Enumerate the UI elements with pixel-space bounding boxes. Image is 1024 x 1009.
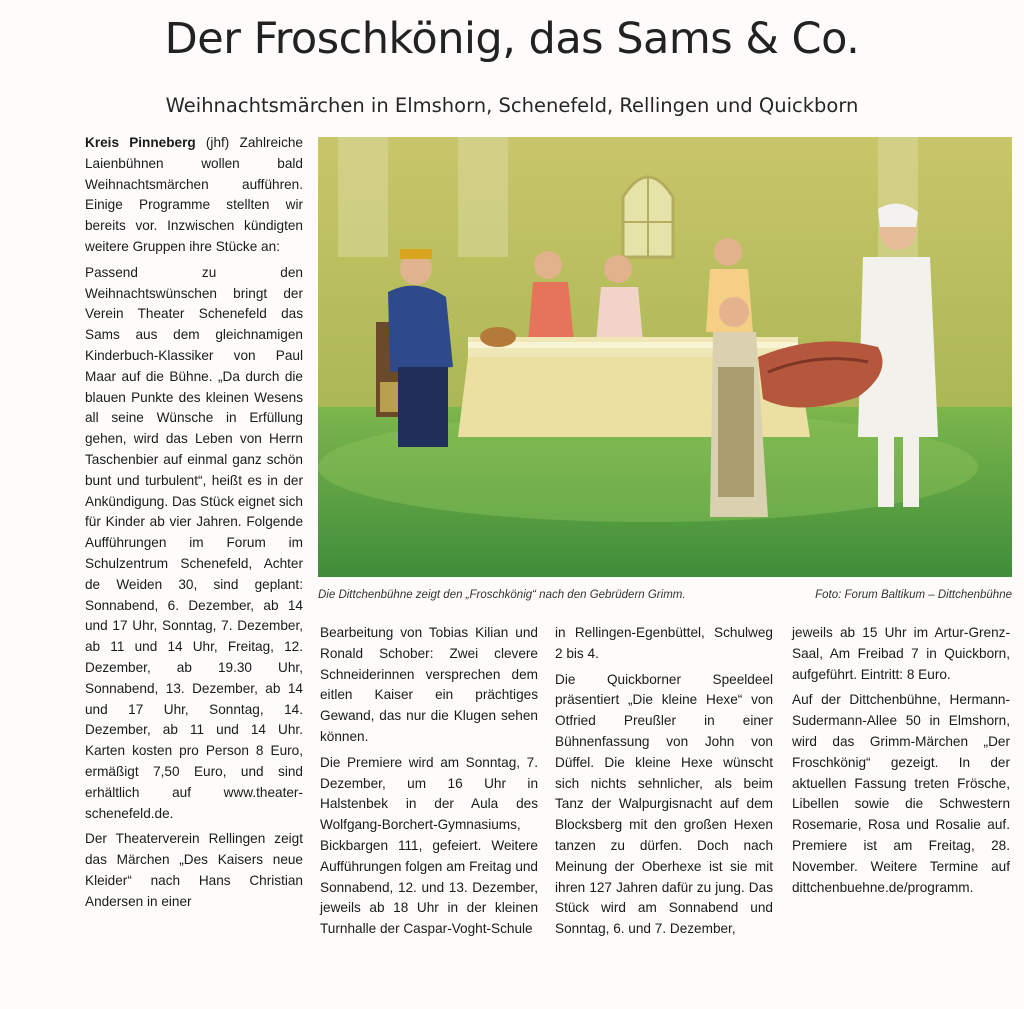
headline: Der Froschkönig, das Sams & Co. xyxy=(164,14,860,64)
premiere-paragraph: Die Premiere wird am Sonntag, 7. Dezember, um 16 Uhr in Halstenbek in der Aula des Wolfgang-Borchert-Gymnasiums, Bickbargen 111, gefeiert. Weitere Aufführungen folgen am Freitag und Sonnabend, 12. und 13. Dezember, jeweils ab 18 Uhr in der kleinen Turnhalle der Caspar-Voght-Schule xyxy=(320,754,538,937)
dateline: Kreis Pinneberg xyxy=(85,135,196,150)
photo-caption: Die Dittchenbühne zeigt den „Froschkönig“ nach den Gebrüdern Grimm. xyxy=(318,589,686,601)
sams-paragraph: Passend zu den Weihnachtswünschen bringt der Verein Theater Schenefeld das Sams aus dem gleichnamigen Kinderbuch-Klassiker von Paul Maar auf die Bühne. „Da durch die blauen Punkte des kleinen Wesens all seine Wünsche in Erfüllung gehen, wird das Leben von Herrn Taschenbier auf einmal ganz schön bunt und turbulent“, heißt es in der Ankündigung. Das Stück eignet sich für Kinder ab vier Jahren. Folgende Aufführungen im Forum im Schulzentrum Schenefeld, Achter de Weiden 30, sind geplant: Sonnabend, 6. Dezember, ab 14 und 17 Uhr, Sonntag, 7. Dezember, ab 11 und 14 Uhr, Freitag, 12. Dezember, ab 19.30 Uhr, Sonnabend, 13. Dezember, ab 14 und 17 Uhr, Sonntag, 14. Dezember, ab 11 und 14 Uhr. Karten kosten pro Person 8 Euro, ermäßigt 7,50 Euro, und sind erhältlich auf www.theater-schenefeld.de. xyxy=(85,264,303,821)
hexe-paragraph: Die Quickborner Speeldeel präsentiert „Die kleine Hexe“ von Otfried Preußler in einer Bühnenfassung von John von Düffel. Die kleine Hexe wünscht sich nichts sehnlicher, als beim Tanz der Walpurgisnacht auf dem Blocksberg mit den großen Hexen tanzen zu dürfen. Doch nach Meinung der Oberhexe ist sie mit ihren 127 Jahren dafür zu jung. Das Stück wird am Sonnabend und Sonntag, 6. und 7. Dezember, xyxy=(555,671,773,937)
premiere-paragraph-continued: in Rellingen-Egenbüttel, Schulweg 2 bis 4. xyxy=(555,625,773,661)
stage-photo-illustration xyxy=(318,137,1012,577)
hexe-paragraph-continued: jeweils ab 15 Uhr im Artur-Grenz-Saal, Am Freibad 7 in Quickborn, aufgeführt. Eintritt: 8 Euro. xyxy=(792,625,1010,682)
subheadline: Weihnachtsmärchen in Elmshorn, Schenefeld, Rellingen und Quickborn xyxy=(165,94,859,117)
photo-credit: Foto: Forum Baltikum – Dittchenbühne xyxy=(815,589,1012,601)
froschkoenig-paragraph: Auf der Dittchenbühne, Hermann-Sudermann-Allee 50 in Elmshorn, wird das Grimm-Märchen „Der Froschkönig“ gezeigt. In der aktuellen Fassung treten Frösche, Libellen sowie die Schwestern Rosemarie, Rosa und Rosalie auf. Premiere ist am Freitag, 28. November. Weitere Termine auf dittchenbuehne.de/programm. xyxy=(792,692,1010,895)
rellingen-paragraph-continued: Bearbeitung von Tobias Kilian und Ronald Schober: Zwei clevere Schneiderinnen versprechen dem eitlen Kaiser ein prächtiges Gewand, das nur die Klugen sehen können. xyxy=(320,625,538,744)
intro-paragraph xyxy=(85,133,303,258)
column-3 xyxy=(555,623,773,945)
rellingen-paragraph: Der Theaterverein Rellingen zeigt das Märchen „Des Kaisers neue Kleider“ nach Hans Christian Andersen in einer xyxy=(85,831,303,909)
intro-text: (jhf) Zahlreiche Laienbühnen wollen bald Weihnachtsmärchen aufführen. Einige Programme stellten wir bereits vor. Inzwischen kündigten weitere Gruppen ihre Stücke an: xyxy=(85,135,303,254)
column-2 xyxy=(320,623,538,945)
column-4 xyxy=(792,623,1010,903)
column-1 xyxy=(85,133,303,917)
photo-caption-row xyxy=(318,589,1012,601)
stage-photo xyxy=(318,137,1012,577)
